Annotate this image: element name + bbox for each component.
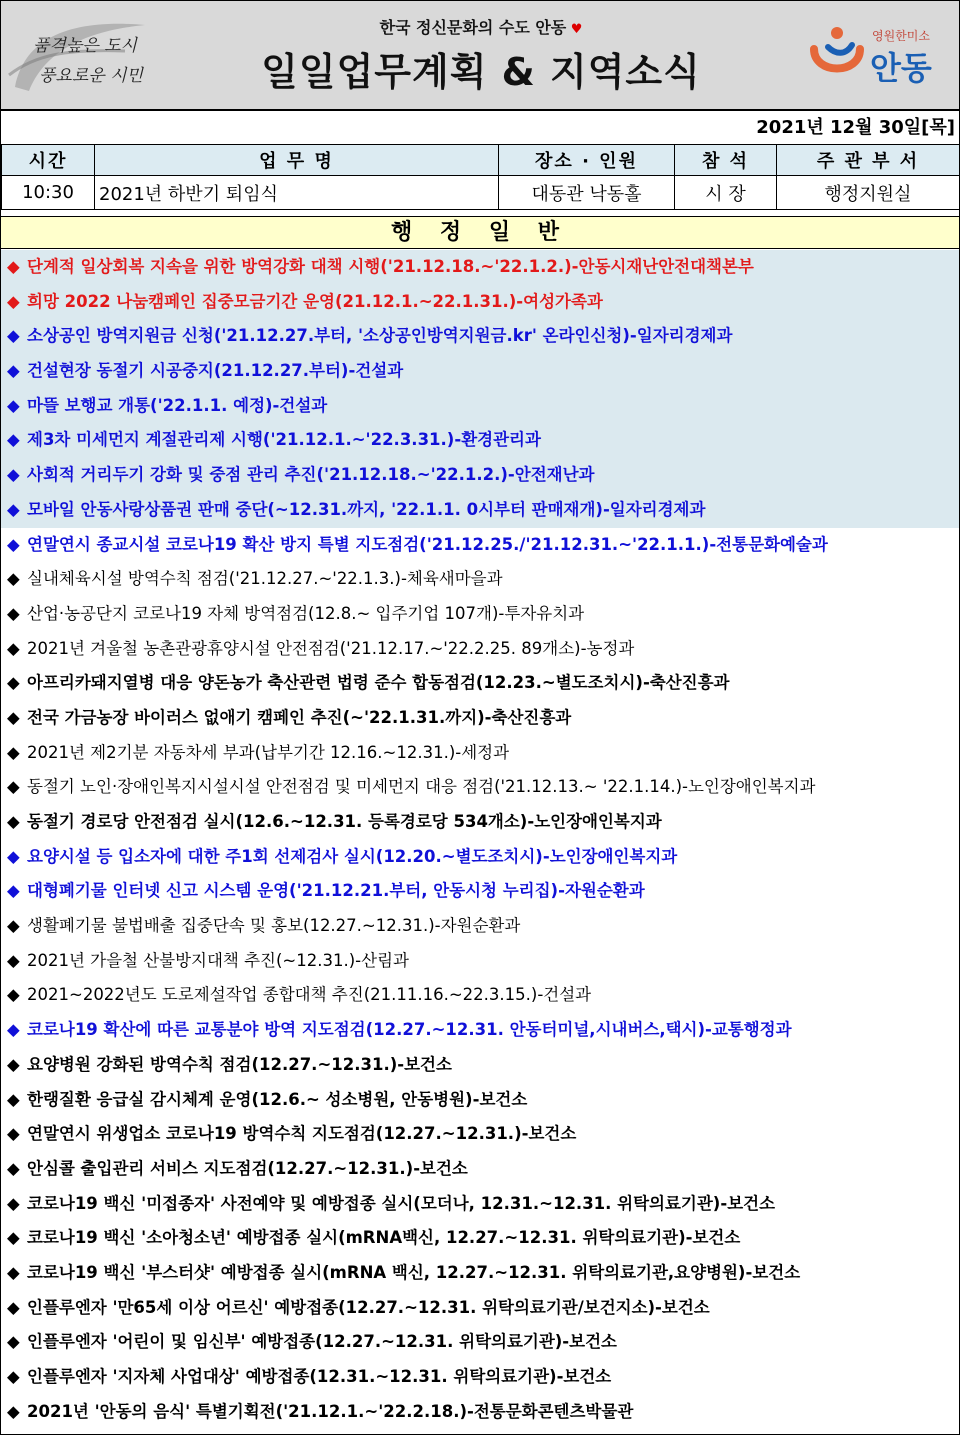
news-list xyxy=(1,250,959,1429)
diamond-bullet-icon: ◆ xyxy=(7,361,20,381)
list-item-text: 제3차 미세먼지 계절관리제 시행('21.12.1.~'22.3.31.)-환경관리과 xyxy=(27,430,541,450)
list-item xyxy=(1,528,959,563)
list-item xyxy=(1,1291,959,1326)
logo-name: 안동 xyxy=(870,49,932,87)
list-item xyxy=(1,1221,959,1256)
diamond-bullet-icon: ◆ xyxy=(7,950,20,970)
list-item-text: 아프리카돼지열병 대응 양돈농가 축산관련 법령 준수 합동점검(12.23.~별도조치시)-축산진흥과 xyxy=(27,673,730,693)
list-item-text: 연말연시 종교시설 코로나19 확산 방지 특별 지도점검('21.12.25./'21.12.31.~'22.1.1.)-전통문화예술과 xyxy=(27,534,828,554)
list-item-text: 건설현장 동절기 시공중지(21.12.27.부터)-건설과 xyxy=(27,361,404,381)
diamond-bullet-icon: ◆ xyxy=(7,569,20,589)
cell-task: 2021년 하반기 퇴임식 xyxy=(95,176,499,210)
logo-tagline: 영원한미소 xyxy=(872,29,930,43)
list-item xyxy=(1,354,959,389)
column-header-task: 업 무 명 xyxy=(95,145,499,176)
list-item-text: 생활폐기물 불법배출 집중단속 및 홍보(12.27.~12.31.)-자원순환과 xyxy=(27,916,521,936)
list-item-text: 코로나19 백신 '부스터샷' 예방접종 실시(mRNA 백신, 12.27.~12.31. 위탁의료기관,요양병원)-보건소 xyxy=(27,1262,801,1282)
list-item-text: 코로나19 백신 '소아청소년' 예방접종 실시(mRNA백신, 12.27.~12.31. 위탁의료기관)-보건소 xyxy=(27,1228,741,1248)
table-row xyxy=(2,176,960,210)
andong-logo xyxy=(806,25,946,85)
diamond-bullet-icon: ◆ xyxy=(7,812,20,831)
list-item xyxy=(1,874,959,909)
list-item xyxy=(1,736,959,771)
column-header-attend: 참 석 xyxy=(675,145,777,176)
list-item xyxy=(1,319,959,354)
list-item-text: 모바일 안동사랑상품권 판매 중단(~12.31.까지, '22.1.1. 0시부터 판매재개)-일자리경제과 xyxy=(27,499,706,519)
list-item xyxy=(1,978,959,1013)
list-item-text: 소상공인 방역지원금 신청('21.12.27.부터, '소상공인방역지원금.kr' 온라인신청)-일자리경제과 xyxy=(27,326,733,346)
diamond-bullet-icon: ◆ xyxy=(7,291,20,311)
column-header-time: 시간 xyxy=(2,145,95,176)
list-item xyxy=(1,805,959,840)
andong-smile-logo-icon xyxy=(806,25,868,85)
list-item-text: 2021~2022년도 도로제설작업 종합대책 추진(21.11.16.~22.3.15.)-건설과 xyxy=(27,985,592,1005)
list-item-text: 연말연시 위생업소 코로나19 방역수칙 지도점검(12.27.~12.31.)-보건소 xyxy=(27,1124,577,1144)
page-title: 일일업무계획 & 지역소식 xyxy=(261,50,701,94)
list-item-text: 산업·농공단지 코로나19 자체 방역점검(12.8.~ 입주기업 107개)-투자유치과 xyxy=(27,603,585,623)
list-item xyxy=(1,1256,959,1291)
list-item xyxy=(1,701,959,736)
list-item xyxy=(1,666,959,701)
diamond-bullet-icon: ◆ xyxy=(7,1193,20,1213)
diamond-bullet-icon: ◆ xyxy=(7,603,20,623)
list-item xyxy=(1,562,959,597)
column-header-dept: 주 관 부 서 xyxy=(777,145,960,176)
list-item-text: 희망 2022 나눔캠페인 집중모금기간 운영(21.12.1.~22.1.31.)-여성가족과 xyxy=(27,291,603,311)
slogan-line-1: 품격높은 도시 xyxy=(33,36,137,56)
list-item-text: 안심콜 출입관리 서비스 지도점검(12.27.~12.31.)-보건소 xyxy=(27,1158,468,1178)
diamond-bullet-icon: ◆ xyxy=(7,326,20,346)
list-item-text: 전국 가금농장 바이러스 없애기 캠페인 추진(~'22.1.31.까지)-축산진흥과 xyxy=(27,707,572,727)
list-item xyxy=(1,1048,959,1083)
diamond-bullet-icon: ◆ xyxy=(7,1401,20,1421)
list-item xyxy=(1,285,959,320)
list-item xyxy=(1,909,959,944)
list-item-text: 마뜰 보행교 개통('22.1.1. 예정)-건설과 xyxy=(27,395,328,415)
list-item xyxy=(1,840,959,875)
diamond-bullet-icon: ◆ xyxy=(7,1228,20,1248)
list-item-text: 2021년 제2기분 자동차세 부과(납부기간 12.16.~12.31.)-세정과 xyxy=(27,742,510,762)
list-item xyxy=(1,1187,959,1222)
list-item xyxy=(1,1360,959,1395)
list-item xyxy=(1,1325,959,1360)
list-item xyxy=(1,458,959,493)
diamond-bullet-icon: ◆ xyxy=(7,881,20,901)
list-item-text: 동절기 노인·장애인복지시설시설 안전점검 및 미세먼지 대응 점검('21.12.13.~ '22.1.14.)-노인장애인복지과 xyxy=(27,777,816,797)
diamond-bullet-icon: ◆ xyxy=(7,465,20,485)
column-header-place: 장소 · 인원 xyxy=(499,145,675,176)
diamond-bullet-icon: ◆ xyxy=(7,1367,20,1386)
list-item-text: 요양병원 강화된 방역수칙 점검(12.27.~12.31.)-보건소 xyxy=(27,1054,452,1074)
list-item xyxy=(1,597,959,632)
list-item-text: 실내체육시설 방역수칙 점검('21.12.27.~'22.1.3.)-체육새마을과 xyxy=(27,569,503,589)
diamond-bullet-icon: ◆ xyxy=(7,707,20,727)
list-item-text: 한랭질환 응급실 감시체계 운영(12.6.~ 성소병원, 안동병원)-보건소 xyxy=(27,1089,528,1109)
header-banner xyxy=(1,1,959,111)
list-item xyxy=(1,944,959,979)
list-item xyxy=(1,1117,959,1152)
list-item xyxy=(1,1152,959,1187)
list-item-text: 인플루엔자 '지자체 사업대상' 예방접종(12.31.~12.31. 위탁의료기관)-보건소 xyxy=(27,1367,612,1386)
diamond-bullet-icon: ◆ xyxy=(7,395,20,415)
diamond-bullet-icon: ◆ xyxy=(7,916,20,936)
list-item xyxy=(1,389,959,424)
list-item-text: 2021년 가을철 산불방지대책 추진(~12.31.)-산림과 xyxy=(27,950,409,970)
slogan-line-2: 풍요로운 시민 xyxy=(39,66,143,86)
diamond-bullet-icon: ◆ xyxy=(7,638,20,658)
list-item-text: 대형폐기물 인터넷 신고 시스템 운영('21.12.21.부터, 안동시청 누리집)-자원순환과 xyxy=(27,881,645,901)
list-item-text: 2021년 '안동의 음식' 특별기획전('21.12.1.~'22.2.18.)-전통문화콘텐츠박물관 xyxy=(27,1401,634,1421)
diamond-bullet-icon: ◆ xyxy=(7,430,20,450)
diamond-bullet-icon: ◆ xyxy=(7,1020,20,1040)
diamond-bullet-icon: ◆ xyxy=(7,1089,20,1109)
list-item xyxy=(1,493,959,528)
list-item xyxy=(1,1083,959,1118)
diamond-bullet-icon: ◆ xyxy=(7,742,20,762)
diamond-bullet-icon: ◆ xyxy=(7,257,20,276)
list-item-text: 2021년 겨울철 농촌관광휴양시설 안전점검('21.12.17.~'22.2.25. 89개소)-농정과 xyxy=(27,638,635,658)
diamond-bullet-icon: ◆ xyxy=(7,499,20,519)
section-title: 행 정 일 반 xyxy=(1,216,959,249)
cell-attend: 시 장 xyxy=(675,176,777,210)
list-item-text: 인플루엔자 '어린이 및 임신부' 예방접종(12.27.~12.31. 위탁의료기관)-보건소 xyxy=(27,1332,617,1352)
diamond-bullet-icon: ◆ xyxy=(7,1124,20,1144)
diamond-bullet-icon: ◆ xyxy=(7,534,20,554)
list-item-text: 사회적 거리두기 강화 및 중점 관리 추진('21.12.18.~'22.1.2.)-안전재난과 xyxy=(27,465,595,485)
list-item-text: 단계적 일상회복 지속을 위한 방역강화 대책 시행('21.12.18.~'22.1.2.)-안동시재난안전대책본부 xyxy=(27,257,754,276)
diamond-bullet-icon: ◆ xyxy=(7,673,20,693)
header-subtitle-text: 한국 정신문화의 수도 안동 xyxy=(379,18,567,37)
list-item xyxy=(1,423,959,458)
diamond-bullet-icon: ◆ xyxy=(7,985,20,1005)
diamond-bullet-icon: ◆ xyxy=(7,1158,20,1178)
list-item xyxy=(1,1013,959,1048)
list-item-text: 인플루엔자 '만65세 이상 어르신' 예방접종(12.27.~12.31. 위탁의료기관/보건지소)-보건소 xyxy=(27,1297,710,1317)
diamond-bullet-icon: ◆ xyxy=(7,1054,20,1074)
list-item xyxy=(1,1395,959,1430)
list-item xyxy=(1,632,959,667)
heart-icon: ♥ xyxy=(566,22,583,37)
cell-time: 10:30 xyxy=(2,176,95,210)
report-date: 2021년 12월 30일[목] xyxy=(1,111,955,145)
cell-place: 대동관 낙동홀 xyxy=(499,176,675,210)
list-item-text: 코로나19 백신 '미접종자' 사전예약 및 예방접종 실시(모더나, 12.31.~12.31. 위탁의료기관)-보건소 xyxy=(27,1193,776,1213)
list-item xyxy=(1,250,959,285)
list-item-text: 코로나19 확산에 따른 교통분야 방역 지도점검(12.27.~12.31. 안동터미널,시내버스,택시)-교통행정과 xyxy=(27,1020,792,1040)
diamond-bullet-icon: ◆ xyxy=(7,1297,20,1317)
diamond-bullet-icon: ◆ xyxy=(7,777,20,797)
diamond-bullet-icon: ◆ xyxy=(7,1262,20,1282)
cell-dept: 행정지원실 xyxy=(777,176,960,210)
diamond-bullet-icon: ◆ xyxy=(7,846,20,866)
schedule-header-row xyxy=(2,145,960,176)
list-item-text: 요양시설 등 입소자에 대한 주1회 선제검사 실시(12.20.~별도조치시)-노인장애인복지과 xyxy=(27,846,678,866)
schedule-table xyxy=(1,144,960,210)
list-item-text: 동절기 경로당 안전점검 실시(12.6.~12.31. 등록경로당 534개소)-노인장애인복지과 xyxy=(27,812,662,831)
diamond-bullet-icon: ◆ xyxy=(7,1332,20,1352)
list-item xyxy=(1,770,959,805)
